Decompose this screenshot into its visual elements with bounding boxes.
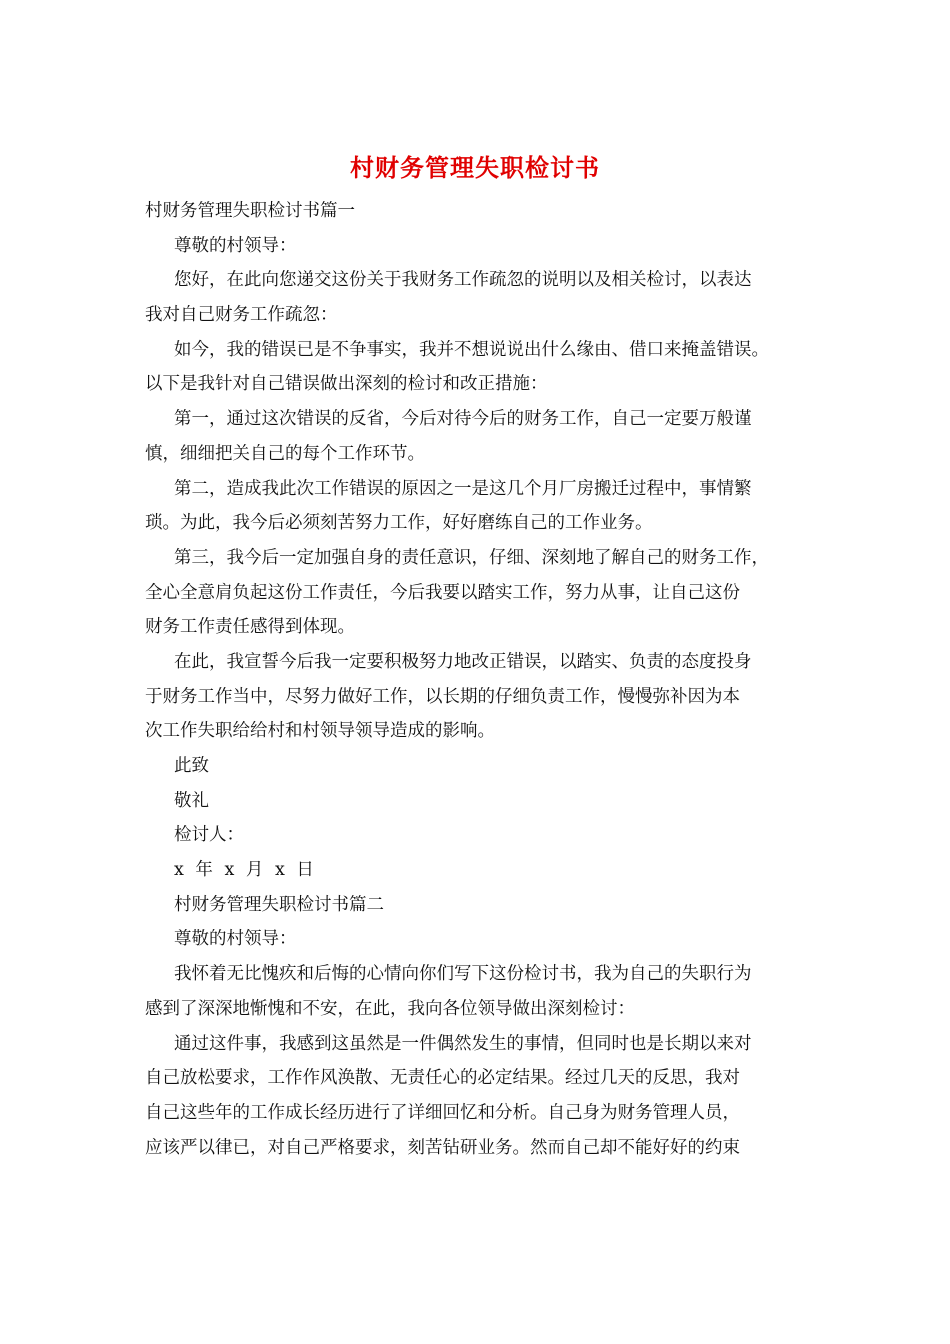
text-line: 第二，造成我此次工作错误的原因之一是这几个月厂房搬迁过程中，事情繁 <box>174 478 752 499</box>
text-line: 感到了深深地惭愧和不安，在此，我向各位领导做出深刻检讨： <box>145 998 635 1019</box>
text-line: 慎，细细把关自己的每个工作环节。 <box>145 443 425 464</box>
text-line: 尊敬的村领导： <box>174 929 297 950</box>
text-line: 财务工作责任感得到体现。 <box>145 617 355 638</box>
text-line: 如今，我的错误已是不争事实，我并不想说说出什么缘由、借口来掩盖错误。 <box>174 339 769 360</box>
text-line: 敬礼 <box>174 790 209 811</box>
text-line: 通过这件事，我感到这虽然是一件偶然发生的事情，但同时也是长期以来对 <box>174 1033 752 1054</box>
text-line: 村财务管理失职检讨书篇一 <box>145 201 355 221</box>
text-line: 以下是我针对自己错误做出深刻的检讨和改正措施： <box>145 374 548 395</box>
text-line: 全心全意肩负起这份工作责任，今后我要以踏实工作，努力从事，让自己这份 <box>145 582 740 603</box>
text-line: 第一，通过这次错误的反省，今后对待今后的财务工作，自己一定要万般谨 <box>174 409 752 430</box>
text-line: 检讨人： <box>174 825 244 846</box>
text-line: 村财务管理失职检讨书篇二 <box>174 894 384 915</box>
text-line: 自己这些年的工作成长经历进行了详细回忆和分析。自己身为财务管理人员， <box>145 1102 740 1123</box>
text-line: 在此，我宣誓今后我一定要积极努力地改正错误，以踏实、负责的态度投身 <box>174 651 752 672</box>
text-line: 我怀着无比愧疚和后悔的心情向你们写下这份检讨书，我为自己的失职行为 <box>174 964 752 985</box>
text-line: 应该严以律已，对自己严格要求，刻苦钻研业务。然而自己却不能好好的约束 <box>145 1137 740 1158</box>
text-line: 自己放松要求，工作作风涣散、无责任心的必定结果。经过几天的反思，我对 <box>145 1068 740 1089</box>
text-line: 于财务工作当中，尽努力做好工作，以长期的仔细负责工作，慢慢弥补因为本 <box>145 686 740 707</box>
text-line: 次工作失职给给村和村领导领导造成的影响。 <box>145 721 495 742</box>
text-line: 我对自己财务工作疏忽： <box>145 305 338 326</box>
text-line: 您好，在此向您递交这份关于我财务工作疏忽的说明以及相关检讨，以表达 <box>174 270 752 291</box>
text-line: 琐。为此，我今后必须刻苦努力工作，好好磨练自己的工作业务。 <box>145 513 653 534</box>
text-line: 第三，我今后一定加强自身的责任意识，仔细、深刻地了解自己的财务工作， <box>174 547 769 568</box>
document-body <box>145 194 815 1165</box>
text-line: 尊敬的村领导： <box>174 235 297 256</box>
text-line: 此致 <box>174 756 209 776</box>
document-title: 村财务管理失职检讨书 <box>350 153 600 182</box>
text-line: x 年 x 月 x 日 <box>174 860 314 881</box>
